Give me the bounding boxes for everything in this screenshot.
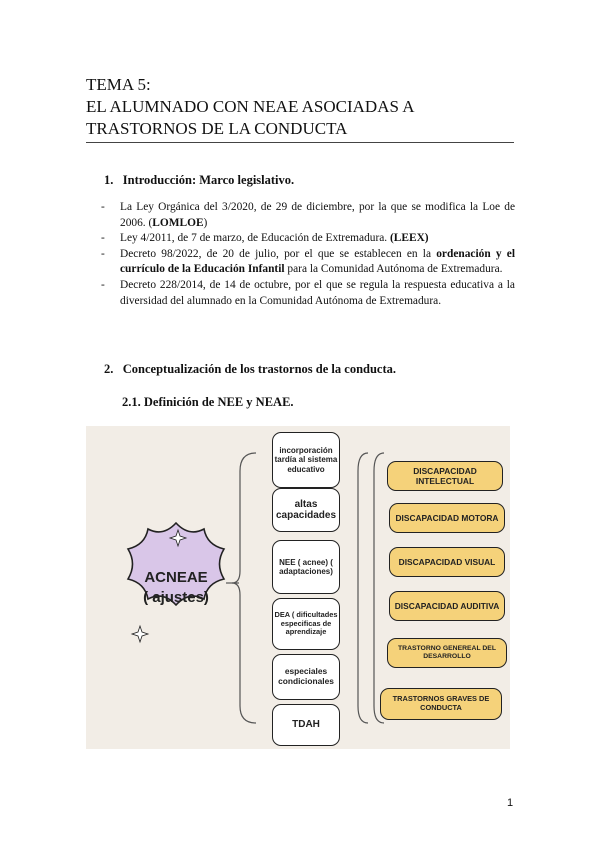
node-incorporacion-tardia: incorporación tardía al sistema educativo (272, 432, 340, 488)
section-1-number: 1. (104, 173, 114, 187)
node-dea: DEA ( dificultades especificas de aprendizaje (272, 598, 340, 650)
list-item: - Decreto 98/2022, de 20 de julio, por el que se establecen en la ordenación y el currículo de la Educación Infantil para la Comunidad Autónoma de Extremadura. (101, 247, 515, 276)
pill-trastorno-general-desarrollo: TRASTORNO GENEREAL DEL DESARROLLO (387, 638, 507, 668)
section-2-title: Conceptualización de los trastornos de la conducta. (122, 362, 397, 376)
list-item: - La Ley Orgánica del 3/2020, de 29 de diciembre, por la que se modifica la Loe de 2006. (LOMLOE) (101, 201, 515, 229)
node-tdah: TDAH (272, 704, 340, 746)
node-altas-capacidades: altas capacidades (272, 488, 340, 532)
list-item: - Ley 4/2011, de 7 de marzo, de Educación de Extremadura. (LEEX) (101, 232, 429, 245)
title-line-1: TEMA 5: (86, 75, 151, 94)
title-line-2: EL ALUMNADO CON NEAE ASOCIADAS A (86, 97, 415, 116)
concept-map (86, 426, 510, 749)
title-line-3: TRASTORNOS DE LA CONDUCTA (86, 119, 348, 138)
section-2-number: 2. (104, 362, 114, 376)
legislation-list (101, 200, 515, 309)
pill-discapacidad-visual: DISCAPACIDAD VISUAL (389, 547, 505, 577)
pill-discapacidad-motora: DISCAPACIDAD MOTORA (389, 503, 505, 533)
section-1-title: Introducción: Marco legislativo. (122, 173, 295, 187)
document-title (86, 74, 415, 140)
title-divider (86, 142, 514, 143)
acneae-label: ACNEAE ( ajustes) (143, 569, 209, 607)
section-2-1-heading: 2.1. Definición de NEE y NEAE. (122, 395, 294, 409)
section-2-heading (104, 362, 396, 377)
pill-discapacidad-intelectual: DISCAPACIDAD INTELECTUAL (387, 461, 503, 491)
page-number: 1 (507, 797, 514, 809)
list-item: - Decreto 228/2014, de 14 de octubre, por el que se regula la respuesta educativa a la diversidad del alumnado en la Comunidad Autónoma de Extremadura. (101, 278, 515, 307)
node-especiales-condicionales: especiales condicionales (272, 654, 340, 700)
node-nee: NEE ( acnee) ( adaptaciones) (272, 540, 340, 594)
pill-discapacidad-auditiva: DISCAPACIDAD AUDITIVA (389, 591, 505, 621)
section-1-heading (104, 173, 294, 188)
pill-trastornos-graves-conducta: TRASTORNOS GRAVES DE CONDUCTA (380, 688, 502, 720)
sparkle-icon (132, 626, 148, 642)
